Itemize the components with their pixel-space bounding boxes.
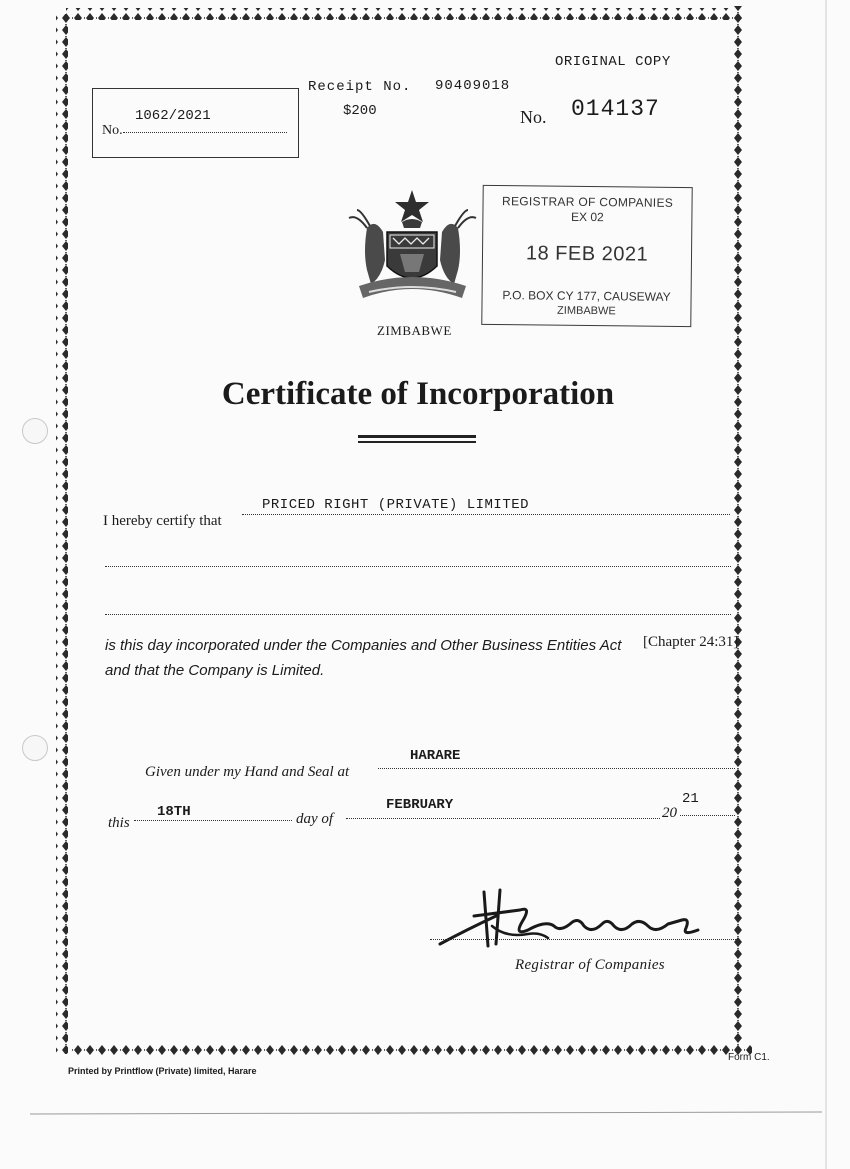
act-chapter: [Chapter 24:31] [643,634,739,650]
registration-number: 1062/2021 [135,108,211,124]
receipt-label: Receipt No. [308,79,412,95]
receipt-number: 90409018 [435,78,511,94]
stamp-date: 18 FEB 2021 [525,242,649,266]
country-name: ZIMBABWE [377,323,452,338]
certify-label: I hereby certify that [103,513,222,529]
original-copy-label: ORIGINAL COPY [555,54,671,70]
registration-number-box [92,88,299,158]
title-rule-thin [358,441,476,443]
receipt-amount: $200 [343,103,377,119]
stamp-line1: REGISTRAR OF COMPANIES [501,194,674,210]
printer-label: Printed by Printflow (Private) limited, Harare [68,1066,257,1076]
certificate-no-label: No. [520,107,547,127]
punch-hole-top [22,418,48,444]
stamp-line2: EX 02 [570,209,604,225]
punch-hole-bottom [22,735,48,761]
certificate-number: 014137 [571,96,660,122]
registrar-signature [436,886,726,950]
company-name: PRICED RIGHT (PRIVATE) LIMITED [262,497,530,513]
stamp-line3: P.O. BOX CY 177, CAUSEWAY [502,288,671,304]
month-value: FEBRUARY [386,797,454,813]
day-value: 18TH [157,804,191,820]
act-line-1: is this day incorporated under the Companies and Other Business Entities Act [105,637,622,654]
given-label: Given under my Hand and Seal at [145,764,350,780]
form-label: Form C1. [728,1052,770,1063]
coat-of-arms-icon [345,188,480,308]
this-label: this [108,815,130,831]
stamp-line4: ZIMBABWE [557,304,616,318]
title-rule [358,435,476,438]
day-of-label: day of [296,811,334,827]
certificate-title: Certificate of Incorporation [221,376,615,412]
registrar-stamp [481,185,692,327]
act-line-2: and that the Company is Limited. [105,662,325,679]
place-value: HARARE [410,748,461,764]
year-suffix: 21 [682,791,699,807]
registrar-role: Registrar of Companies [515,957,665,973]
registration-no-label: No. [102,123,123,138]
year-prefix: 20 [662,805,677,821]
